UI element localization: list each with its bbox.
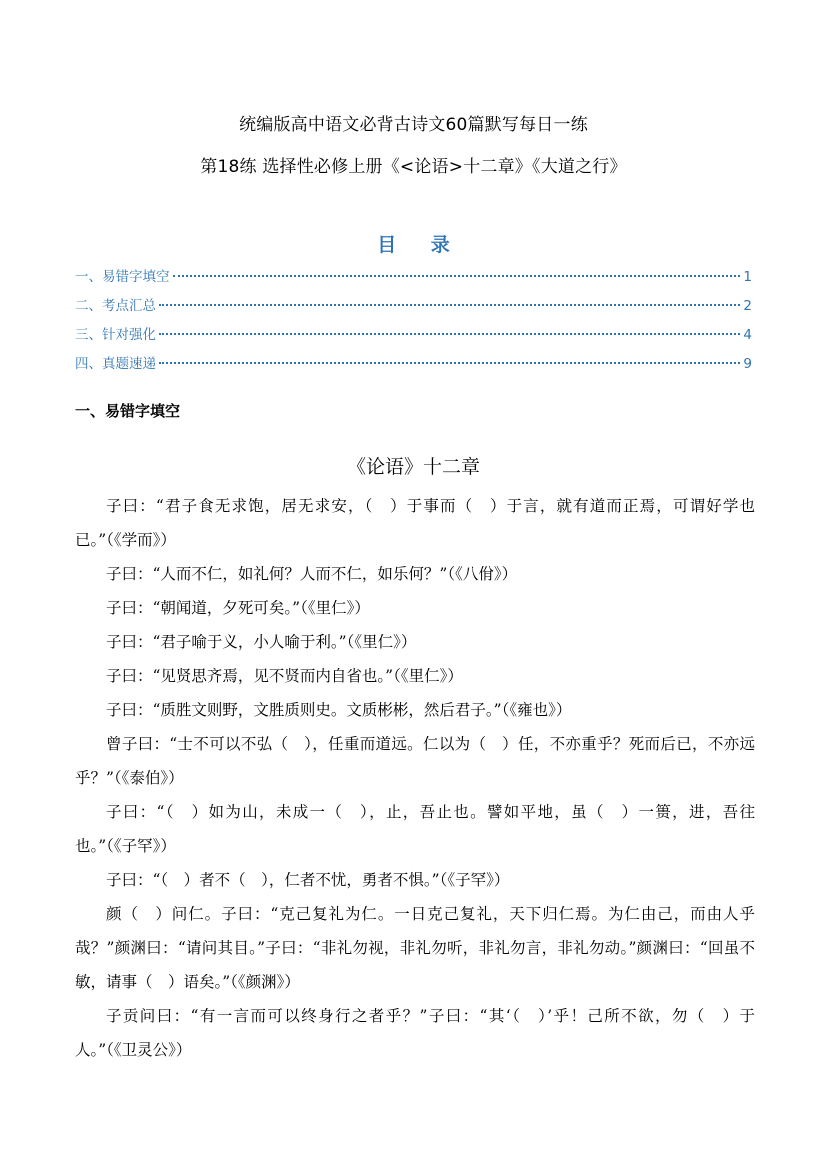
exercise-paragraph: 子曰：“（ ）者不（ ），仁者不忧，勇者不惧。”（《子罕》） — [106, 871, 510, 889]
toc-item-label: 四、真题速递 — [75, 356, 156, 372]
exercise-paragraph: 子曰：“朝闻道，夕死可矣。”（《里仁》） — [106, 599, 370, 617]
document-title: 统编版高中语文必背古诗文60篇默写每日一练 — [239, 115, 588, 135]
document-subtitle: 第18练 选择性必修上册《<论语>十二章》《大道之行》 — [200, 157, 627, 177]
toc-leader-dots — [159, 362, 740, 364]
exercise-paragraph: 子曰：“君子食无求饱，居无求安，（ ）于事而（ ）于言，就有道而正焉，可谓好学也已。”（《学而》） — [75, 497, 755, 549]
toc-leader-dots — [159, 304, 740, 306]
exercise-paragraph: 子曰：“（ ）如为山，未成一（ ），止，吾止也。譬如平地，虽（ ）一篑，进，吾往也。”（《子罕》） — [75, 803, 755, 855]
toc-item-page: 9 — [743, 356, 752, 372]
toc-leader-dots — [173, 275, 741, 277]
section-heading: 一、易错字填空 — [75, 402, 181, 420]
toc-item-label: 一、易错字填空 — [75, 269, 170, 285]
toc-leader-dots — [159, 333, 740, 335]
toc-item[interactable] — [75, 323, 752, 352]
toc-heading: 目 录 — [377, 234, 464, 256]
toc-item-page: 2 — [743, 298, 752, 314]
toc-item[interactable] — [75, 352, 752, 381]
toc-item-label: 二、考点汇总 — [75, 298, 156, 314]
exercise-paragraph: 颜（ ）问仁。子曰：“克己复礼为仁。一日克己复礼，天下归仁焉。为仁由己，而由人乎哉？”颜渊曰：“请问其目。”子曰：“非礼勿视，非礼勿听，非礼勿言，非礼勿动。”颜渊曰：“回虽不敏，请事（ ）语矣。”（《颜渊》） — [75, 905, 755, 991]
table-of-contents — [75, 265, 752, 381]
exercise-paragraph: 子曰：“见贤思齐焉，见不贤而内自省也。”（《里仁》） — [106, 667, 463, 685]
poem-title: 《论语》十二章 — [346, 456, 480, 478]
toc-item-page: 4 — [743, 327, 752, 343]
exercise-paragraph: 子曰：“质胜文则野，文胜质则史。文质彬彬，然后君子。”（《雍也》） — [106, 701, 572, 719]
toc-item[interactable] — [75, 265, 752, 294]
toc-item-page: 1 — [743, 269, 752, 285]
exercise-paragraph: 子曰：“君子喻于义，小人喻于利。”（《里仁》） — [106, 633, 417, 651]
exercise-paragraph: 曾子曰：“士不可以不弘（ ），任重而道远。仁以为（ ）任，不亦重乎？死而后已，不亦远乎？”（《泰伯》） — [75, 735, 755, 787]
exercise-paragraph: 子曰：“人而不仁，如礼何？人而不仁，如乐何？”（《八佾》） — [106, 565, 518, 583]
toc-item[interactable] — [75, 294, 752, 323]
exercise-paragraph: 子贡问曰：“有一言而可以终身行之者乎？”子曰：“其‘（ ）’乎！己所不欲，勿（ ）于人。”（《卫灵公》） — [75, 1007, 755, 1059]
toc-item-label: 三、针对强化 — [75, 327, 156, 343]
exercise-text — [75, 489, 755, 1067]
